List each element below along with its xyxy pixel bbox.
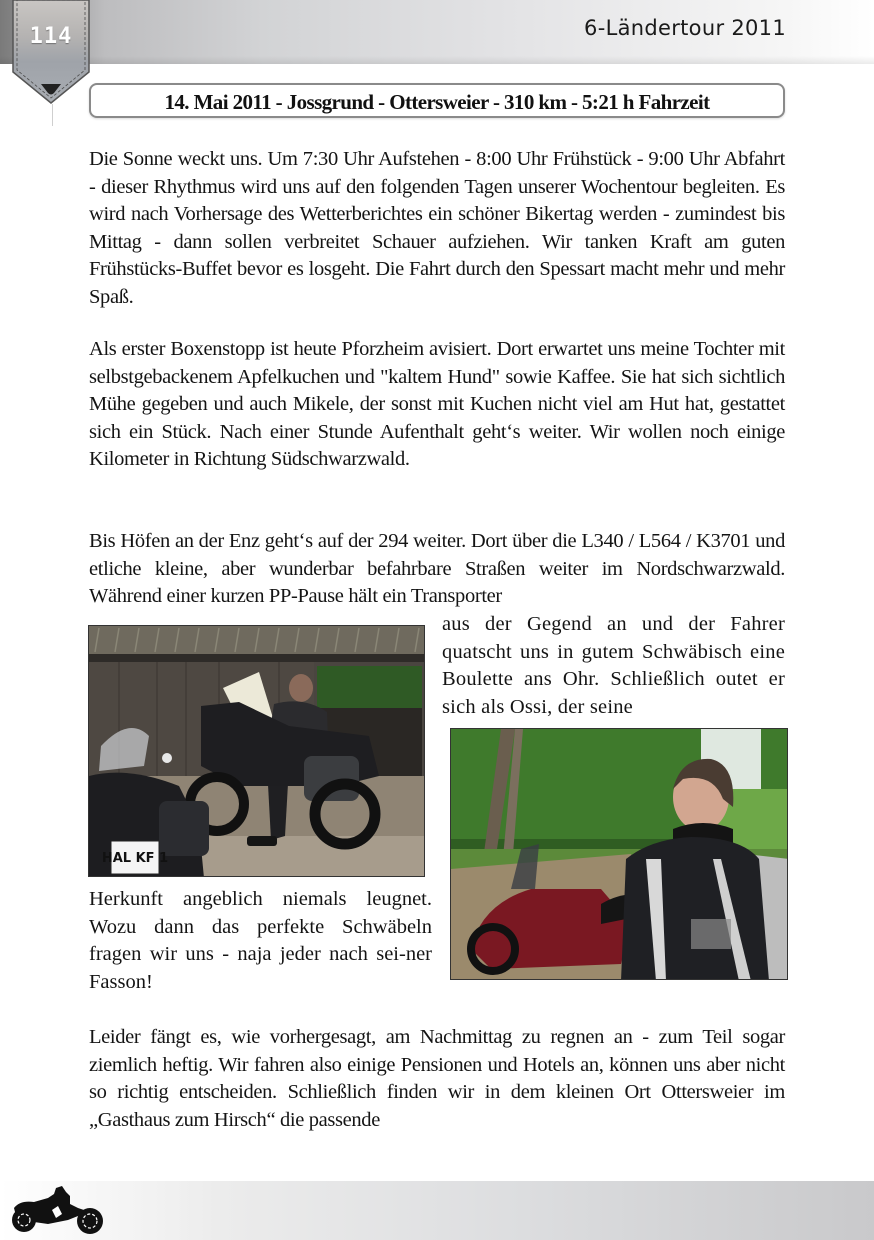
paragraph-3: Bis Höfen an der Enz geht‘s auf der 294 weiter. Dort über die L340 / L564 / K3701 und etliche kleine, aber wunderbar befahrbare Straßen weiter im Nordschwarzwald. Während einer kurzen PP-Pause hält ein Transporter (89, 530, 785, 608)
paragraph-6: Leider fängt es, wie vorhergesagt, am Nachmittag zu regnen an - zum Teil sogar ziemlich heftig. Wir fahren also einige Pensionen und Hotels an, können uns aber nicht so richtig entscheiden. Schließlich finden wir in dem kleinen Ort Ottersweier im „Gasthaus zum Hirsch“ die passende (89, 1026, 785, 1131)
footer-band (0, 1181, 874, 1240)
paragraph-1: Die Sonne weckt uns. Um 7:30 Uhr Aufstehen - 8:00 Uhr Frühstück - 9:00 Uhr Abfahrt - dieser Rhythmus wird uns auf den folgenden Tagen unserer Wochentour begleiten. Es wird nach Vorhersage des Wetterberichtes ein schöner Bikertag werden - zumindest bis Mittag - dann sollen verbreitet Schauer aufziehen. Wir tanken Kraft am guten Frühstücks-Buffet bevor es losgeht. Die Fahrt durch den Spessart macht mehr und mehr Spaß. (89, 148, 785, 308)
paragraph-4-wrap: aus der Gegend an und der Fahrer quatscht uns in gutem Schwäbisch eine Boulette ans Ohr. Schließlich outet er sich als Ossi, der seine (442, 613, 785, 718)
page-number: 114 (29, 24, 73, 49)
paragraph-2: Als erster Boxenstopp ist heute Pforzheim avisiert. Dort erwartet uns meine Tochter mit selbstgebackenem Apfelkuchen und "kaltem Hund" sowie Kaffee. Sie hat sich sichtlich Mühe gegeben und auch Mikele, der sonst mit Kuchen nicht viel am Hut hat, gestattet sich ein Stück. Nach einer Stunde Aufenthalt geht‘s weiter. Wir wollen noch einige Kilometer in Richtung Südschwarzwald. (89, 338, 785, 471)
license-plate-text: HAL KF 1 (101, 851, 169, 866)
photo-rider-forest-road (450, 728, 788, 980)
tab-divider (52, 104, 53, 126)
header-band (0, 0, 874, 64)
motorcycle-icon (8, 1186, 108, 1236)
page-number-tab (12, 0, 90, 104)
running-title: 6-Ländertour 2011 (584, 16, 786, 40)
paragraph-5-wrap: Herkunft angeblich niemals leugnet. Wozu dann das perfekte Schwäbeln fragen wir uns - naja jeder nach sei-ner Fasson! (89, 888, 432, 993)
chapter-title-box (89, 83, 785, 118)
chapter-title: 14. Mai 2011 - Jossgrund - Ottersweier - 310 km - 5:21 h Fahrzeit (164, 90, 710, 114)
photo-rider-with-map (88, 625, 425, 877)
bookmark-ribbon-icon (12, 0, 90, 104)
